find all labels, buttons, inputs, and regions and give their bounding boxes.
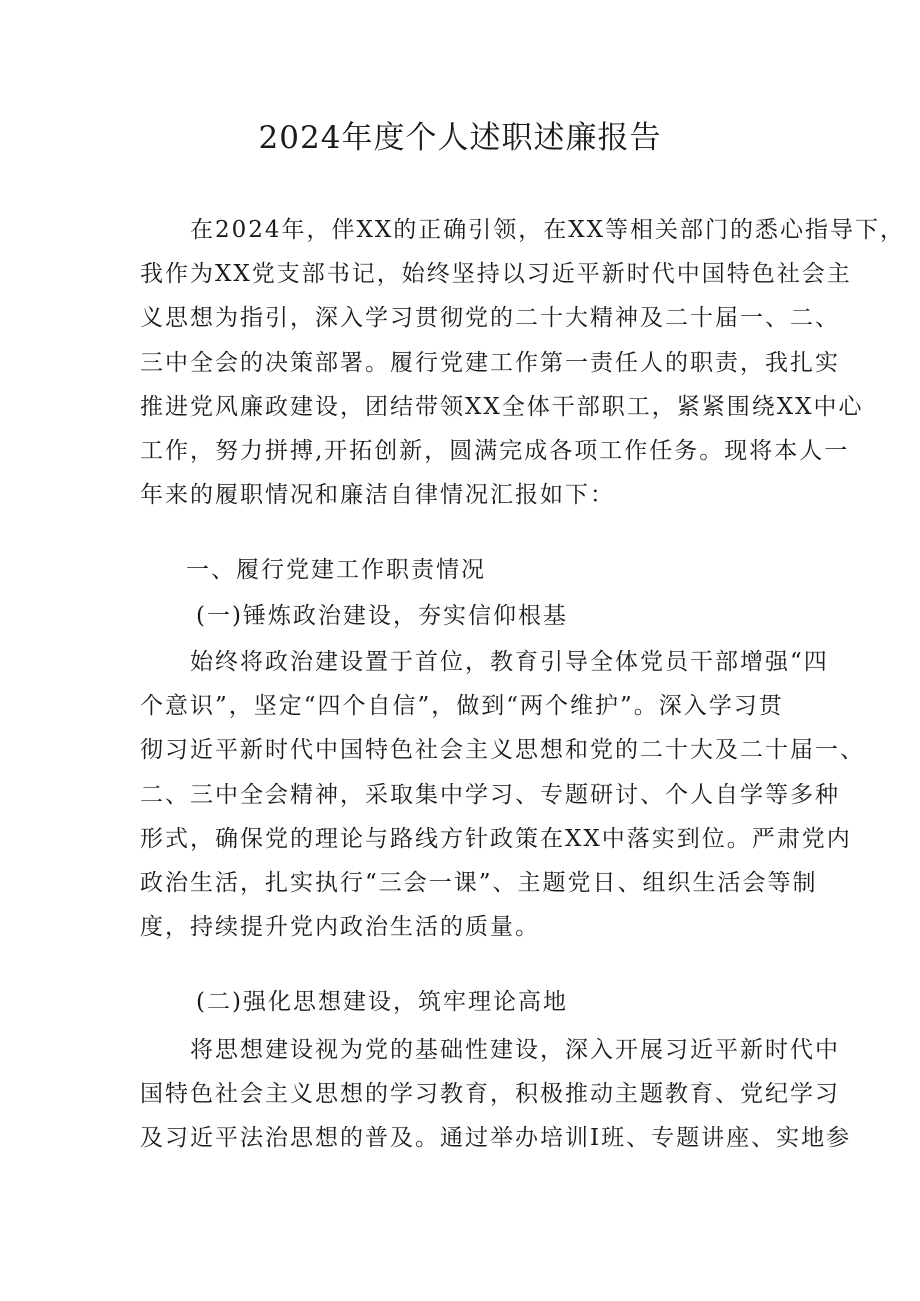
paragraph-line: 年来的履职情况和廉洁自律情况汇报如下： xyxy=(140,482,615,509)
section-heading-1: 一、履行党建工作职责情况 xyxy=(186,557,486,583)
paragraph-line: 国特色社会主义思想的学习教育，积极推动主题教育、党纪学习 xyxy=(140,1081,840,1108)
paragraph-line: 及习近平法治思想的普及。通过举办培训I班、专题讲座、实地参 xyxy=(140,1125,852,1152)
paragraph-line: 在2024年，伴XX的正确引领，在XX等相关部门的悉心指导下， xyxy=(140,217,906,243)
paragraph-line: 彻习近平新时代中国特色社会主义思想和党的二十大及二十届一、 xyxy=(140,737,865,764)
paragraph-line: 义思想为指引，深入学习贯彻党的二十大精神及二十届一、二、 xyxy=(140,305,840,332)
subsection-2-paragraph xyxy=(140,1028,852,1161)
paragraph-line: 形式，确保党的理论与路线方针政策在XX中落实到位。严肃党内 xyxy=(140,825,852,852)
paragraph-line: 工作，努力拼搏,开拓创新，圆满完成各项工作任务。现将本人一 xyxy=(140,437,850,464)
subsection-heading-1: (一)锤炼政治建设，夯实信仰根基 xyxy=(196,603,568,629)
paragraph-line: 二、三中全会精神，采取集中学习、专题研讨、个人自学等多种 xyxy=(140,781,840,808)
intro-paragraph xyxy=(140,208,906,517)
paragraph-line: 政治生活，扎实执行“三会一课”、主题党日、组织生活会等制 xyxy=(140,869,818,896)
paragraph-line: 我作为XX党支部书记，始终坚持以习近平新时代中国特色社会主 xyxy=(140,261,852,288)
subsection-heading-2: (二)强化思想建设，筑牢理论高地 xyxy=(196,989,568,1015)
paragraph-line: 度，持续提升党内政治生活的质量。 xyxy=(140,914,540,941)
paragraph-line: 推进党风廉政建设，团结带领XX全体干部职工，紧紧围绕XX中心 xyxy=(140,393,864,420)
document-title: 2024年度个人述职述廉报告 xyxy=(258,120,662,156)
paragraph-line: 三中全会的决策部署。履行党建工作第一责任人的职责，我扎实 xyxy=(140,349,840,376)
paragraph-line: 个意识”，坚定“四个自信”，做到“两个维护”。深入学习贯 xyxy=(140,693,784,720)
paragraph-line: 始终将政治建设置于首位，教育引导全体党员干部增强“四 xyxy=(140,649,829,675)
subsection-1-paragraph xyxy=(140,640,865,949)
paragraph-line: 将思想建设视为党的基础性建设，深入开展习近平新时代中 xyxy=(140,1037,840,1063)
